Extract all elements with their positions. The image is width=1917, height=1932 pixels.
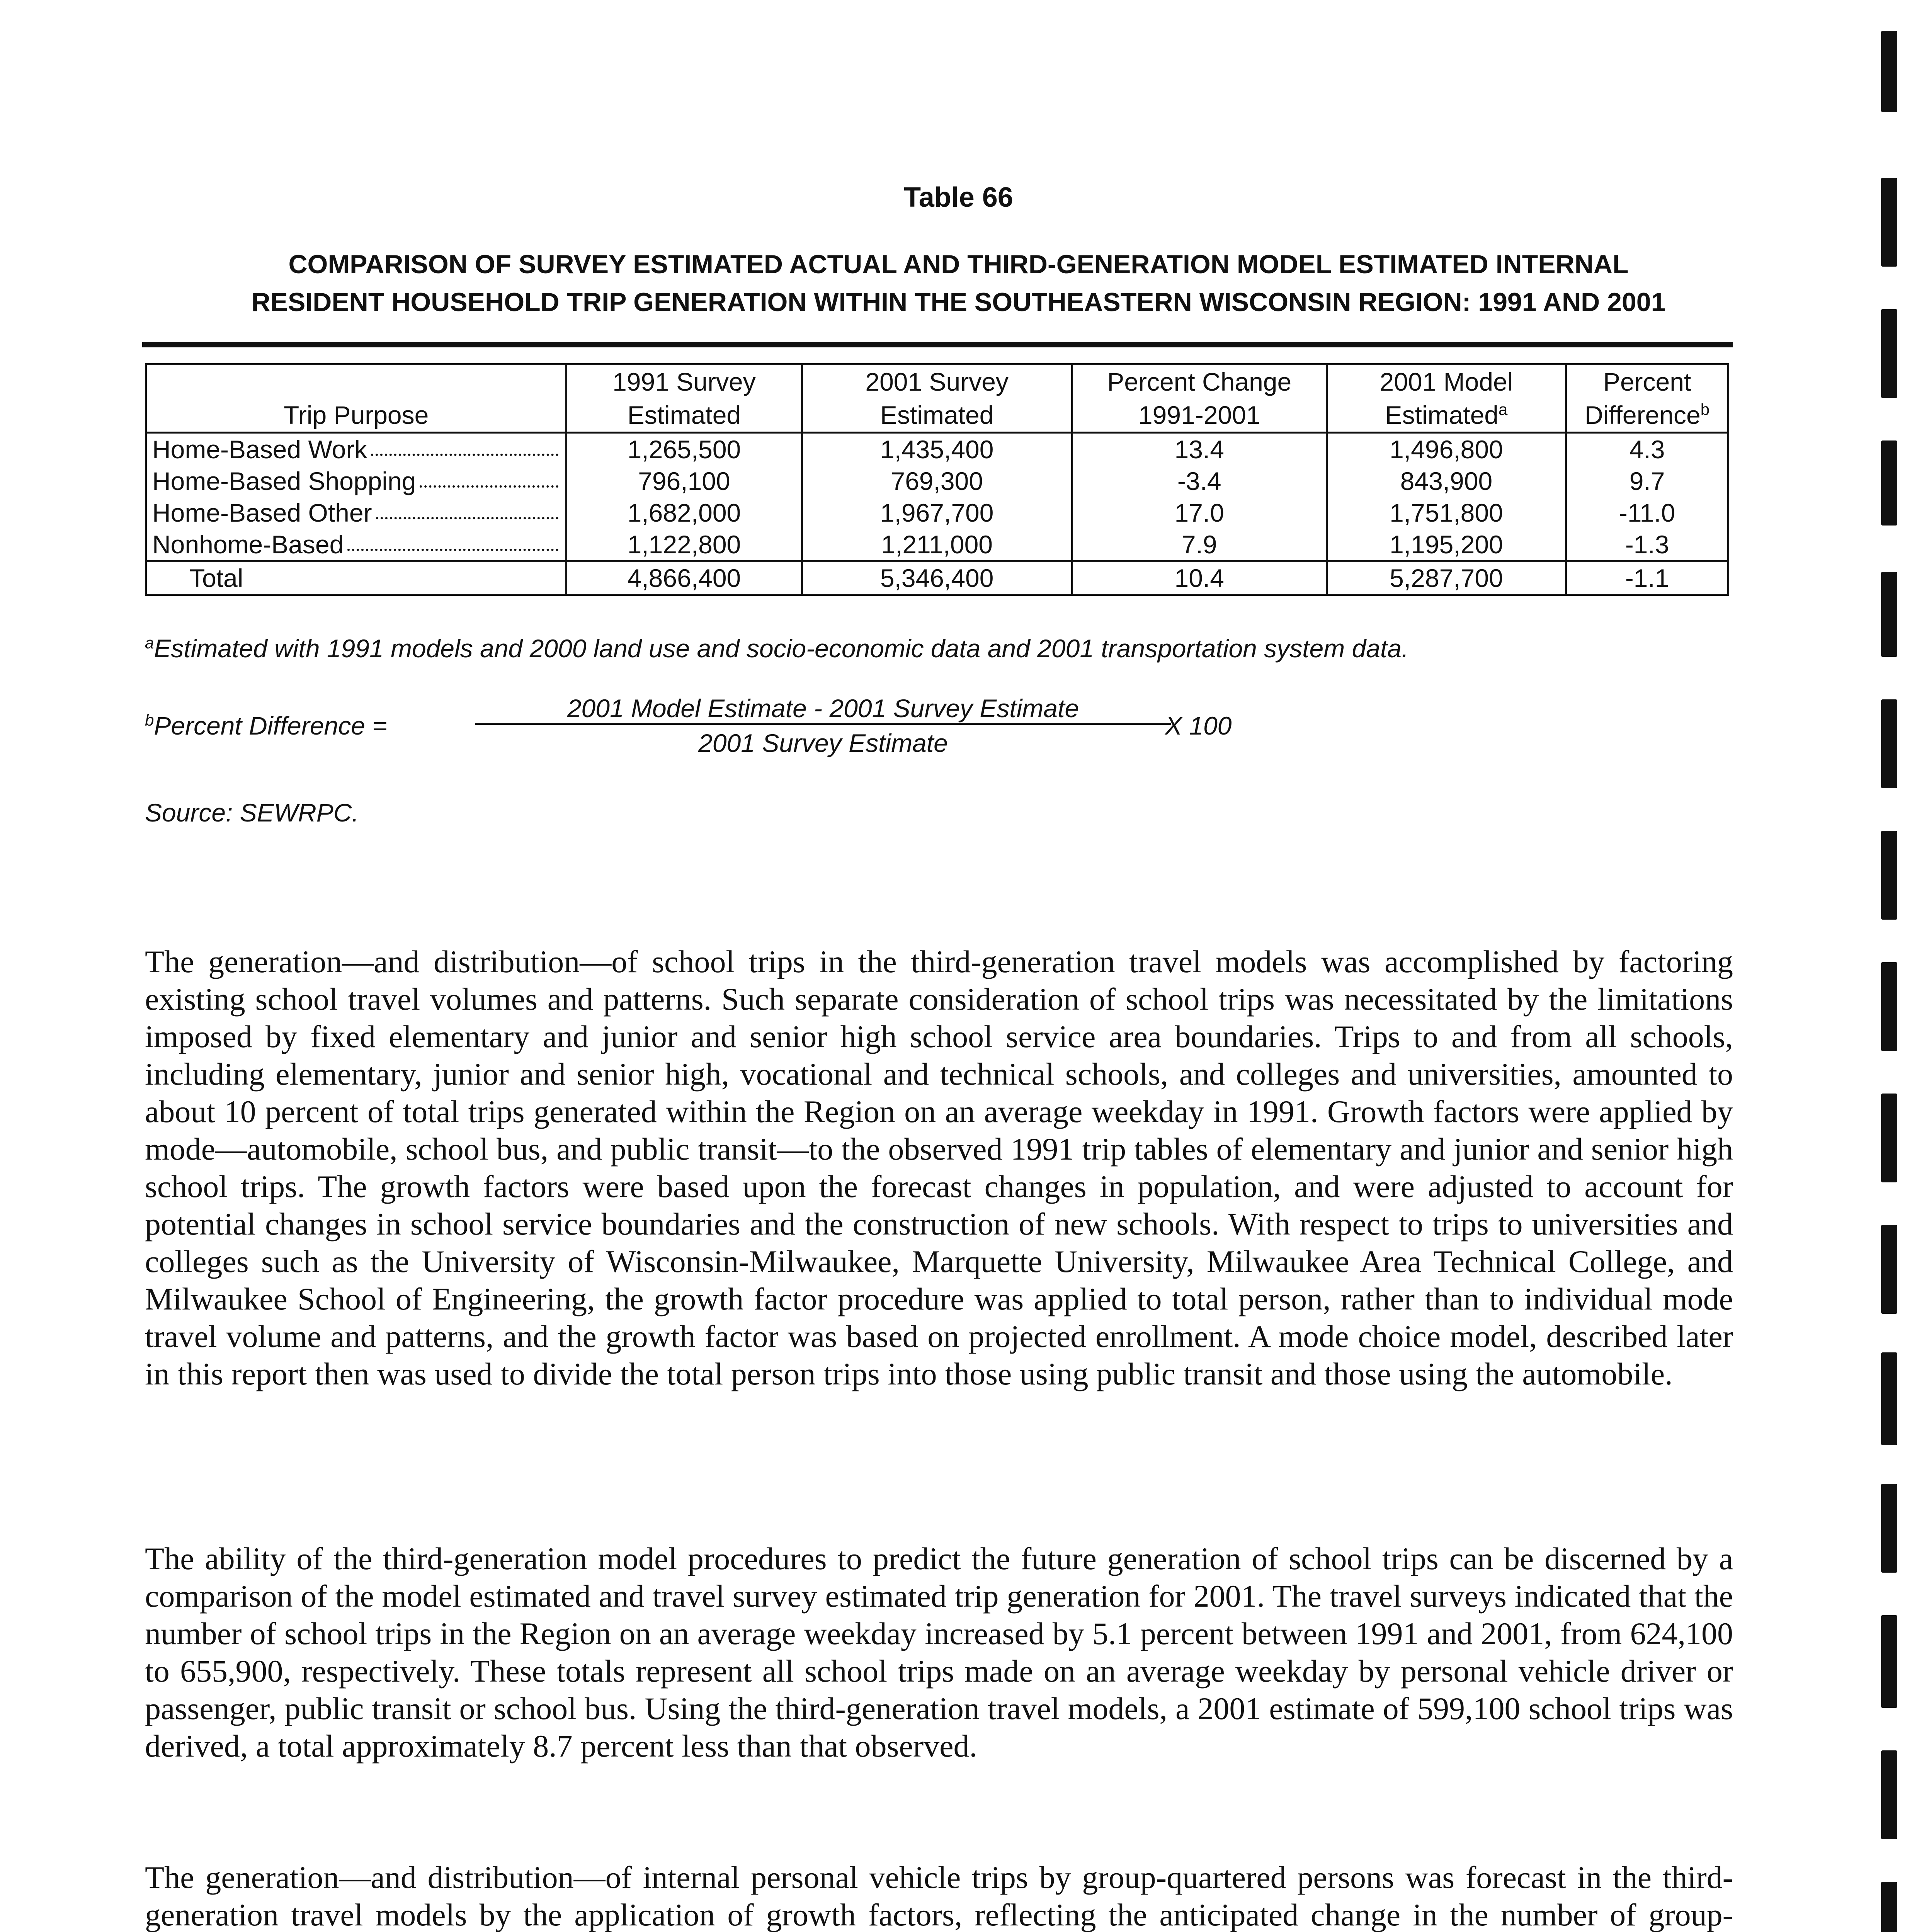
total-survey-2001: 5,346,400 xyxy=(802,561,1072,595)
table-row xyxy=(146,433,1728,466)
header-survey-2001: 2001 Survey Estimated xyxy=(802,364,1072,433)
footnote-b-label: $^b$Percent Difference = xyxy=(145,711,387,740)
header-percent-change: Percent Change 1991-2001 xyxy=(1072,364,1327,433)
table-row xyxy=(146,465,1728,497)
formula-denominator: 2001 Survey Estimate xyxy=(698,729,948,757)
formula-numerator: 2001 Model Estimate - 2001 Survey Estimate xyxy=(475,694,1171,725)
binding-mark xyxy=(1881,1352,1897,1445)
binding-mark xyxy=(1881,1225,1897,1314)
formula-multiplier: X 100 xyxy=(1165,711,1232,740)
trip-generation-table xyxy=(145,363,1729,596)
header-model-2001: 2001 Model Estimated$^a$ xyxy=(1327,364,1566,433)
body-paragraph-2: The ability of the third-generation model procedures to predict the future generation of school trips can be discerned by a comparison of the model estimated and travel survey estimated trip generation for 2001. The travel surveys indicated that the number of school trips in the Region on an average weekday increased by 5.1 percent between 1991 and 2001, from 624,100 to 655,900, respectively. These totals represent all school trips made on an average weekday by personal vehicle driver or passenger, public transit or school bus. Using the third-generation travel models, a 2001 estimate of 599,100 school trips was derived, a total approximately 8.7 percent less than that observed. xyxy=(145,1541,1733,1764)
cell-percent-difference: -11.0 xyxy=(1566,497,1728,529)
table-row xyxy=(146,497,1728,529)
cell-percent-difference: -1.3 xyxy=(1566,529,1728,561)
body-paragraph-3: The generation—and distribution—of internal personal vehicle trips by group-quartered persons was forecast in the third-generation travel models by the application of growth factors, reflecting the anticipated change in the number of group- xyxy=(145,1860,1733,1932)
binding-mark xyxy=(1881,1882,1897,1932)
header-survey-1991: 1991 Survey Estimated xyxy=(566,364,802,433)
total-survey-1991: 4,866,400 xyxy=(566,561,802,595)
cell-model-2001: 1,496,800 xyxy=(1327,433,1566,466)
table-total-row xyxy=(146,561,1728,595)
cell-survey-2001: 1,967,700 xyxy=(802,497,1072,529)
body-paragraph-1: The generation—and distribution—of school trips in the third-generation travel models was accomplished by factoring existing school travel volumes and patterns. Such separate consideration of school trips was necessitated by the limitations imposed by fixed elementary and junior and senior high school service area boundaries. Trips to and from all schools, including elementary, junior and senior high, vocational and technical schools, and colleges and universities, amounted to about 10 percent of total trips generated within the Region on an average weekday in 1991. Growth factors were applied by mode—automobile, school bus, and public transit—to the observed 1991 trip tables of elementary and junior and senior high school trips. The growth factors were based upon the forecast changes in population, and were adjusted to account for potential changes in school service boundaries and the construction of new schools. With respect to trips to universities and colleges such as the University of Wisconsin-Milwaukee, Marquette University, Milwaukee Area Technical College, and Milwaukee School of Engineering, the growth factor procedure was applied to total person, rather than to individual mode travel volume and patterns, and the growth factor was based on projected enrollment. A mode choice model, described later in this report then was used to divide the total person trips into those using public transit and those using the automobile. xyxy=(145,944,1733,1391)
header-percent-difference: Percent Difference$^b$ xyxy=(1566,364,1728,433)
cell-percent-change: -3.4 xyxy=(1072,465,1327,497)
binding-mark xyxy=(1881,1615,1897,1708)
footnote-a: $^a$Estimated with 1991 models and 2000 land use and socio-economic data and 2001 transportation system data. xyxy=(145,634,1409,663)
row-purpose: Home-Based Work xyxy=(146,433,566,466)
cell-survey-2001: 1,211,000 xyxy=(802,529,1072,561)
total-model-2001: 5,287,700 xyxy=(1327,561,1566,595)
cell-percent-change: 17.0 xyxy=(1072,497,1327,529)
cell-percent-difference: 9.7 xyxy=(1566,465,1728,497)
total-percent-difference: -1.1 xyxy=(1566,561,1728,595)
total-label: Total xyxy=(146,561,566,595)
cell-model-2001: 843,900 xyxy=(1327,465,1566,497)
table-top-rule xyxy=(142,342,1733,347)
binding-mark xyxy=(1881,309,1897,398)
table-caption xyxy=(116,245,1801,321)
cell-model-2001: 1,751,800 xyxy=(1327,497,1566,529)
binding-mark xyxy=(1881,1094,1897,1182)
caption-line-2: RESIDENT HOUSEHOLD TRIP GENERATION WITHIN THE SOUTHEASTERN WISCONSIN REGION: 1991 AND 2001 xyxy=(251,287,1666,317)
binding-mark xyxy=(1881,178,1897,267)
row-purpose: Home-Based Other xyxy=(146,497,566,529)
table-row xyxy=(146,529,1728,561)
header-trip-purpose: Trip Purpose xyxy=(146,364,566,433)
cell-survey-1991: 796,100 xyxy=(566,465,802,497)
binding-mark xyxy=(1881,962,1897,1051)
table-header-row xyxy=(146,364,1728,433)
binding-mark xyxy=(1881,31,1897,112)
total-percent-change: 10.4 xyxy=(1072,561,1327,595)
cell-percent-difference: 4.3 xyxy=(1566,433,1728,466)
cell-survey-1991: 1,682,000 xyxy=(566,497,802,529)
source-note: Source: SEWRPC. xyxy=(145,798,359,827)
binding-mark xyxy=(1881,1750,1897,1839)
cell-survey-2001: 1,435,400 xyxy=(802,433,1072,466)
row-purpose: Nonhome-Based xyxy=(146,529,566,561)
cell-model-2001: 1,195,200 xyxy=(1327,529,1566,561)
cell-survey-2001: 769,300 xyxy=(802,465,1072,497)
cell-survey-1991: 1,265,500 xyxy=(566,433,802,466)
binding-mark xyxy=(1881,1484,1897,1573)
caption-line-1: COMPARISON OF SURVEY ESTIMATED ACTUAL AND THIRD-GENERATION MODEL ESTIMATED INTERNAL xyxy=(288,250,1629,279)
binding-mark xyxy=(1881,831,1897,920)
table-number: Table 66 xyxy=(904,182,1013,213)
binding-mark xyxy=(1881,440,1897,526)
cell-percent-change: 13.4 xyxy=(1072,433,1327,466)
cell-survey-1991: 1,122,800 xyxy=(566,529,802,561)
binding-mark xyxy=(1881,572,1897,657)
cell-percent-change: 7.9 xyxy=(1072,529,1327,561)
row-purpose: Home-Based Shopping xyxy=(146,465,566,497)
binding-mark xyxy=(1881,699,1897,788)
